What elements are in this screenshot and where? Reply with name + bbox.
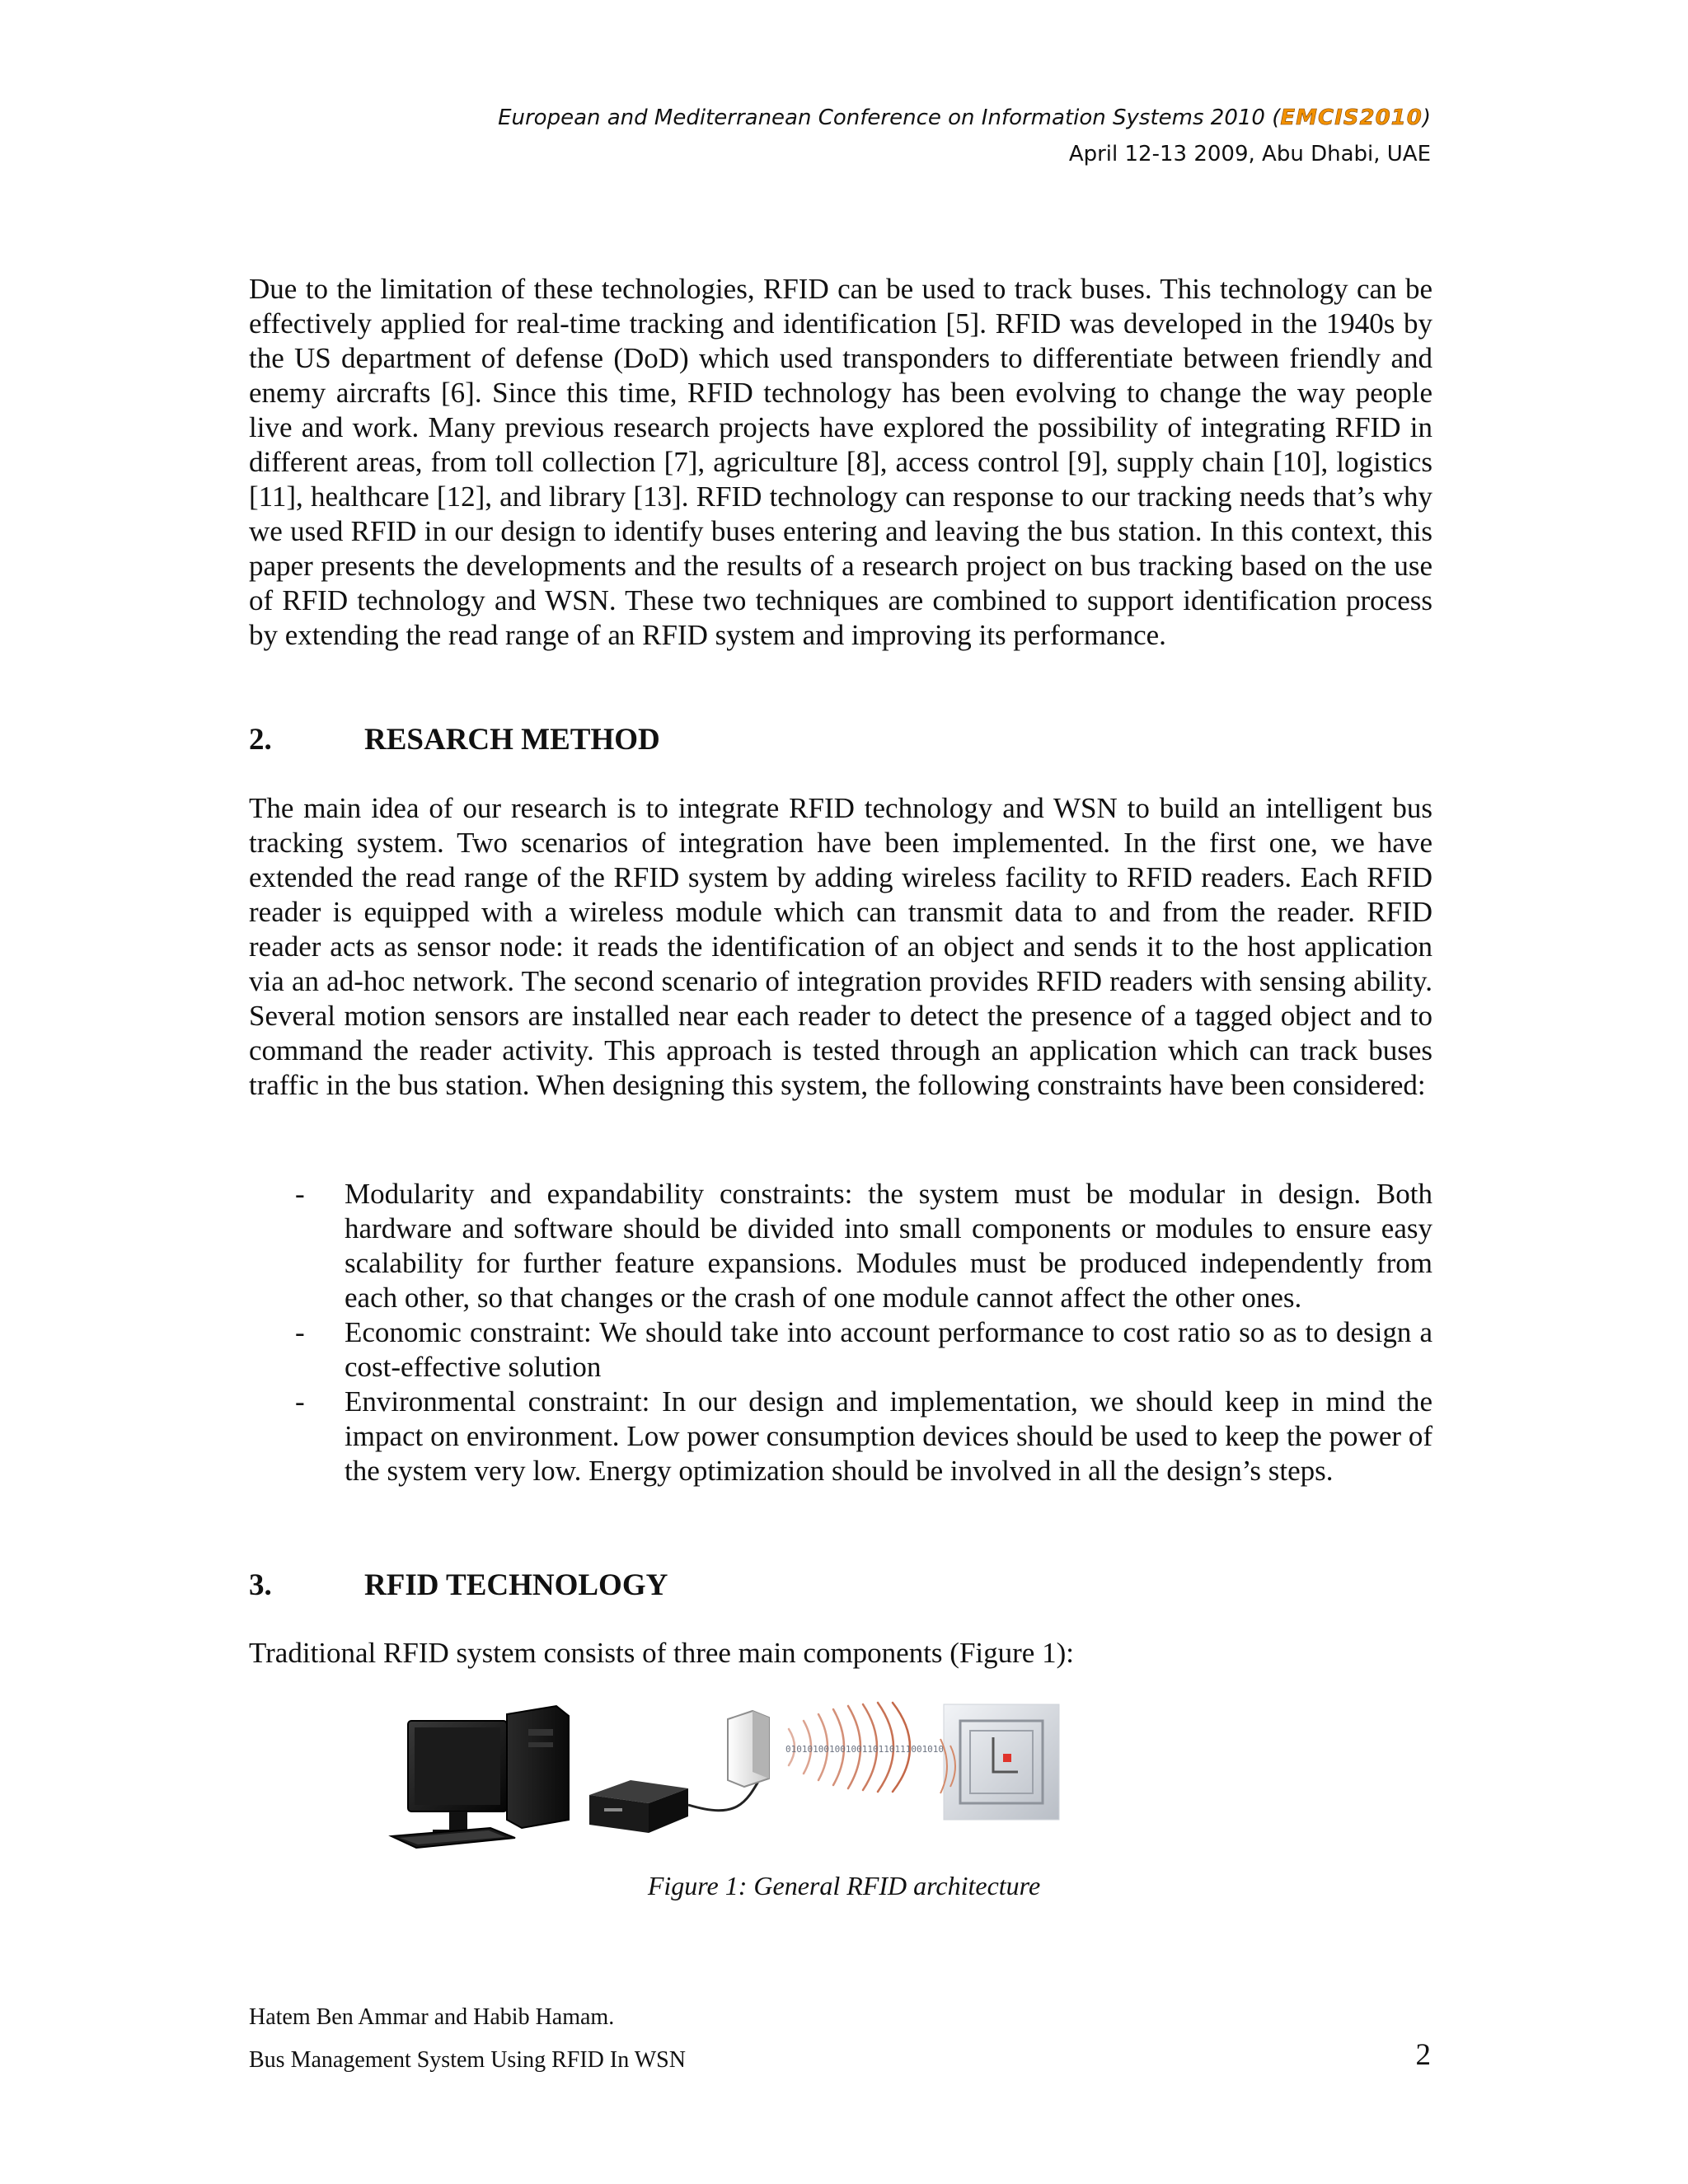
section-heading-rfid-technology	[249, 1568, 668, 1603]
computer-tower-icon	[507, 1706, 569, 1828]
computer-monitor-icon	[408, 1721, 507, 1836]
bullet-dash: -	[295, 1178, 305, 1210]
page-number: 2	[1415, 2038, 1431, 2072]
section-heading-research-method	[249, 722, 660, 757]
rfid-tag-icon	[940, 1704, 1059, 1820]
section-title: RESARCH METHOD	[364, 723, 660, 757]
rfid-technology-paragraph: Traditional RFID system consists of three main components (Figure 1):	[249, 1637, 1074, 1669]
constraints-list	[249, 1177, 1432, 1488]
list-item-text: Economic constraint: We should take into account performance to cost ratio so as to design a cost-effective solution	[345, 1316, 1432, 1383]
footer-authors: Hatem Ben Ammar and Habib Hamam.	[249, 2004, 615, 2030]
running-header-date: April 12-13 2009, Abu Dhabi, UAE	[1068, 142, 1431, 166]
section-number: 3.	[249, 1568, 272, 1602]
list-item	[249, 1177, 1432, 1315]
rfid-antenna-icon	[728, 1711, 769, 1787]
conference-close-paren: )	[1422, 105, 1431, 130]
intro-paragraph: Due to the limitation of these technologies, RFID can be used to track buses. This technology can be effectively applied for real-time tracking and identification [5]. RFID was developed in the 1940s by the US department of defense (DoD) which used transponders to differentiate between friendly and enemy aircrafts [6]. Since this time, RFID technology has been evolving to change the way people live and work. Many previous research projects have explored the possibility of integrating RFID in different areas, from toll collection [7], agriculture [8], access control [9], supply chain [10], logistics [11], healthcare [12], and library [13]. RFID technology can response to our tracking needs that’s why we used RFID in our design to identify buses entering and leaving the bus station. In this context, this paper presents the developments and the results of a research project on bus tracking based on the use of RFID technology and WSN. These two techniques are combined to support identification process by extending the read range of an RFID system and improving its performance.	[249, 273, 1432, 651]
list-item	[249, 1385, 1432, 1488]
research-method-paragraph: The main idea of our research is to integrate RFID technology and WSN to build an intelligent bus tracking system. Two scenarios of integration have been implemented. In the first one, we have extended the read range of the RFID system by adding wireless facility to RFID readers. Each RFID reader is equipped with a wireless module which can transmit data to and from the reader. RFID reader acts as sensor node: it reads the identification of an object and sends it to the host application via an ad-hoc network. The second scenario of integration provides RFID readers with sensing ability. Several motion sensors are installed near each reader to detect the presence of a tagged object and to command the reader activity. This approach is tested through an application which can track buses traffic in the bus station. When designing this system, the following constraints have been considered:	[249, 792, 1432, 1101]
list-item-text: Modularity and expandability constraints: the system must be modular in design. Both hardware and software should be divided into small components or modules to ensure easy scalability for further feature expansions. Modules must be produced independently from each other, so that changes or the crash of one module cannot affect the other ones.	[345, 1178, 1432, 1314]
keyboard-icon	[392, 1828, 515, 1848]
section-title: RFID TECHNOLOGY	[364, 1568, 668, 1602]
list-item-text: Environmental constraint: In our design and implementation, we should keep in mind the impact on environment. Low power consumption devices should be used to keep the power of the system very low. Energy optimization should be involved in all the design’s steps.	[345, 1385, 1432, 1487]
figure-caption	[0, 1871, 1688, 1901]
emcis-logo: EMCIS2010	[1280, 105, 1423, 130]
rfid-architecture-figure	[383, 1696, 1067, 1861]
rfid-reader-box-icon	[589, 1780, 688, 1833]
figure-caption-text: Figure 1: General RFID architecture	[647, 1871, 1041, 1900]
binary-data-stream: 01010100100100110110111001010	[785, 1744, 945, 1755]
section-number: 2.	[249, 723, 272, 757]
running-header-conference	[498, 105, 1431, 130]
bullet-dash: -	[295, 1385, 305, 1418]
footer-paper-title: Bus Management System Using RFID In WSN	[249, 2047, 686, 2073]
conference-name: European and Mediterranean Conference on Information Systems 2010 (	[498, 105, 1281, 130]
bullet-dash: -	[295, 1316, 305, 1348]
list-item	[249, 1315, 1432, 1385]
